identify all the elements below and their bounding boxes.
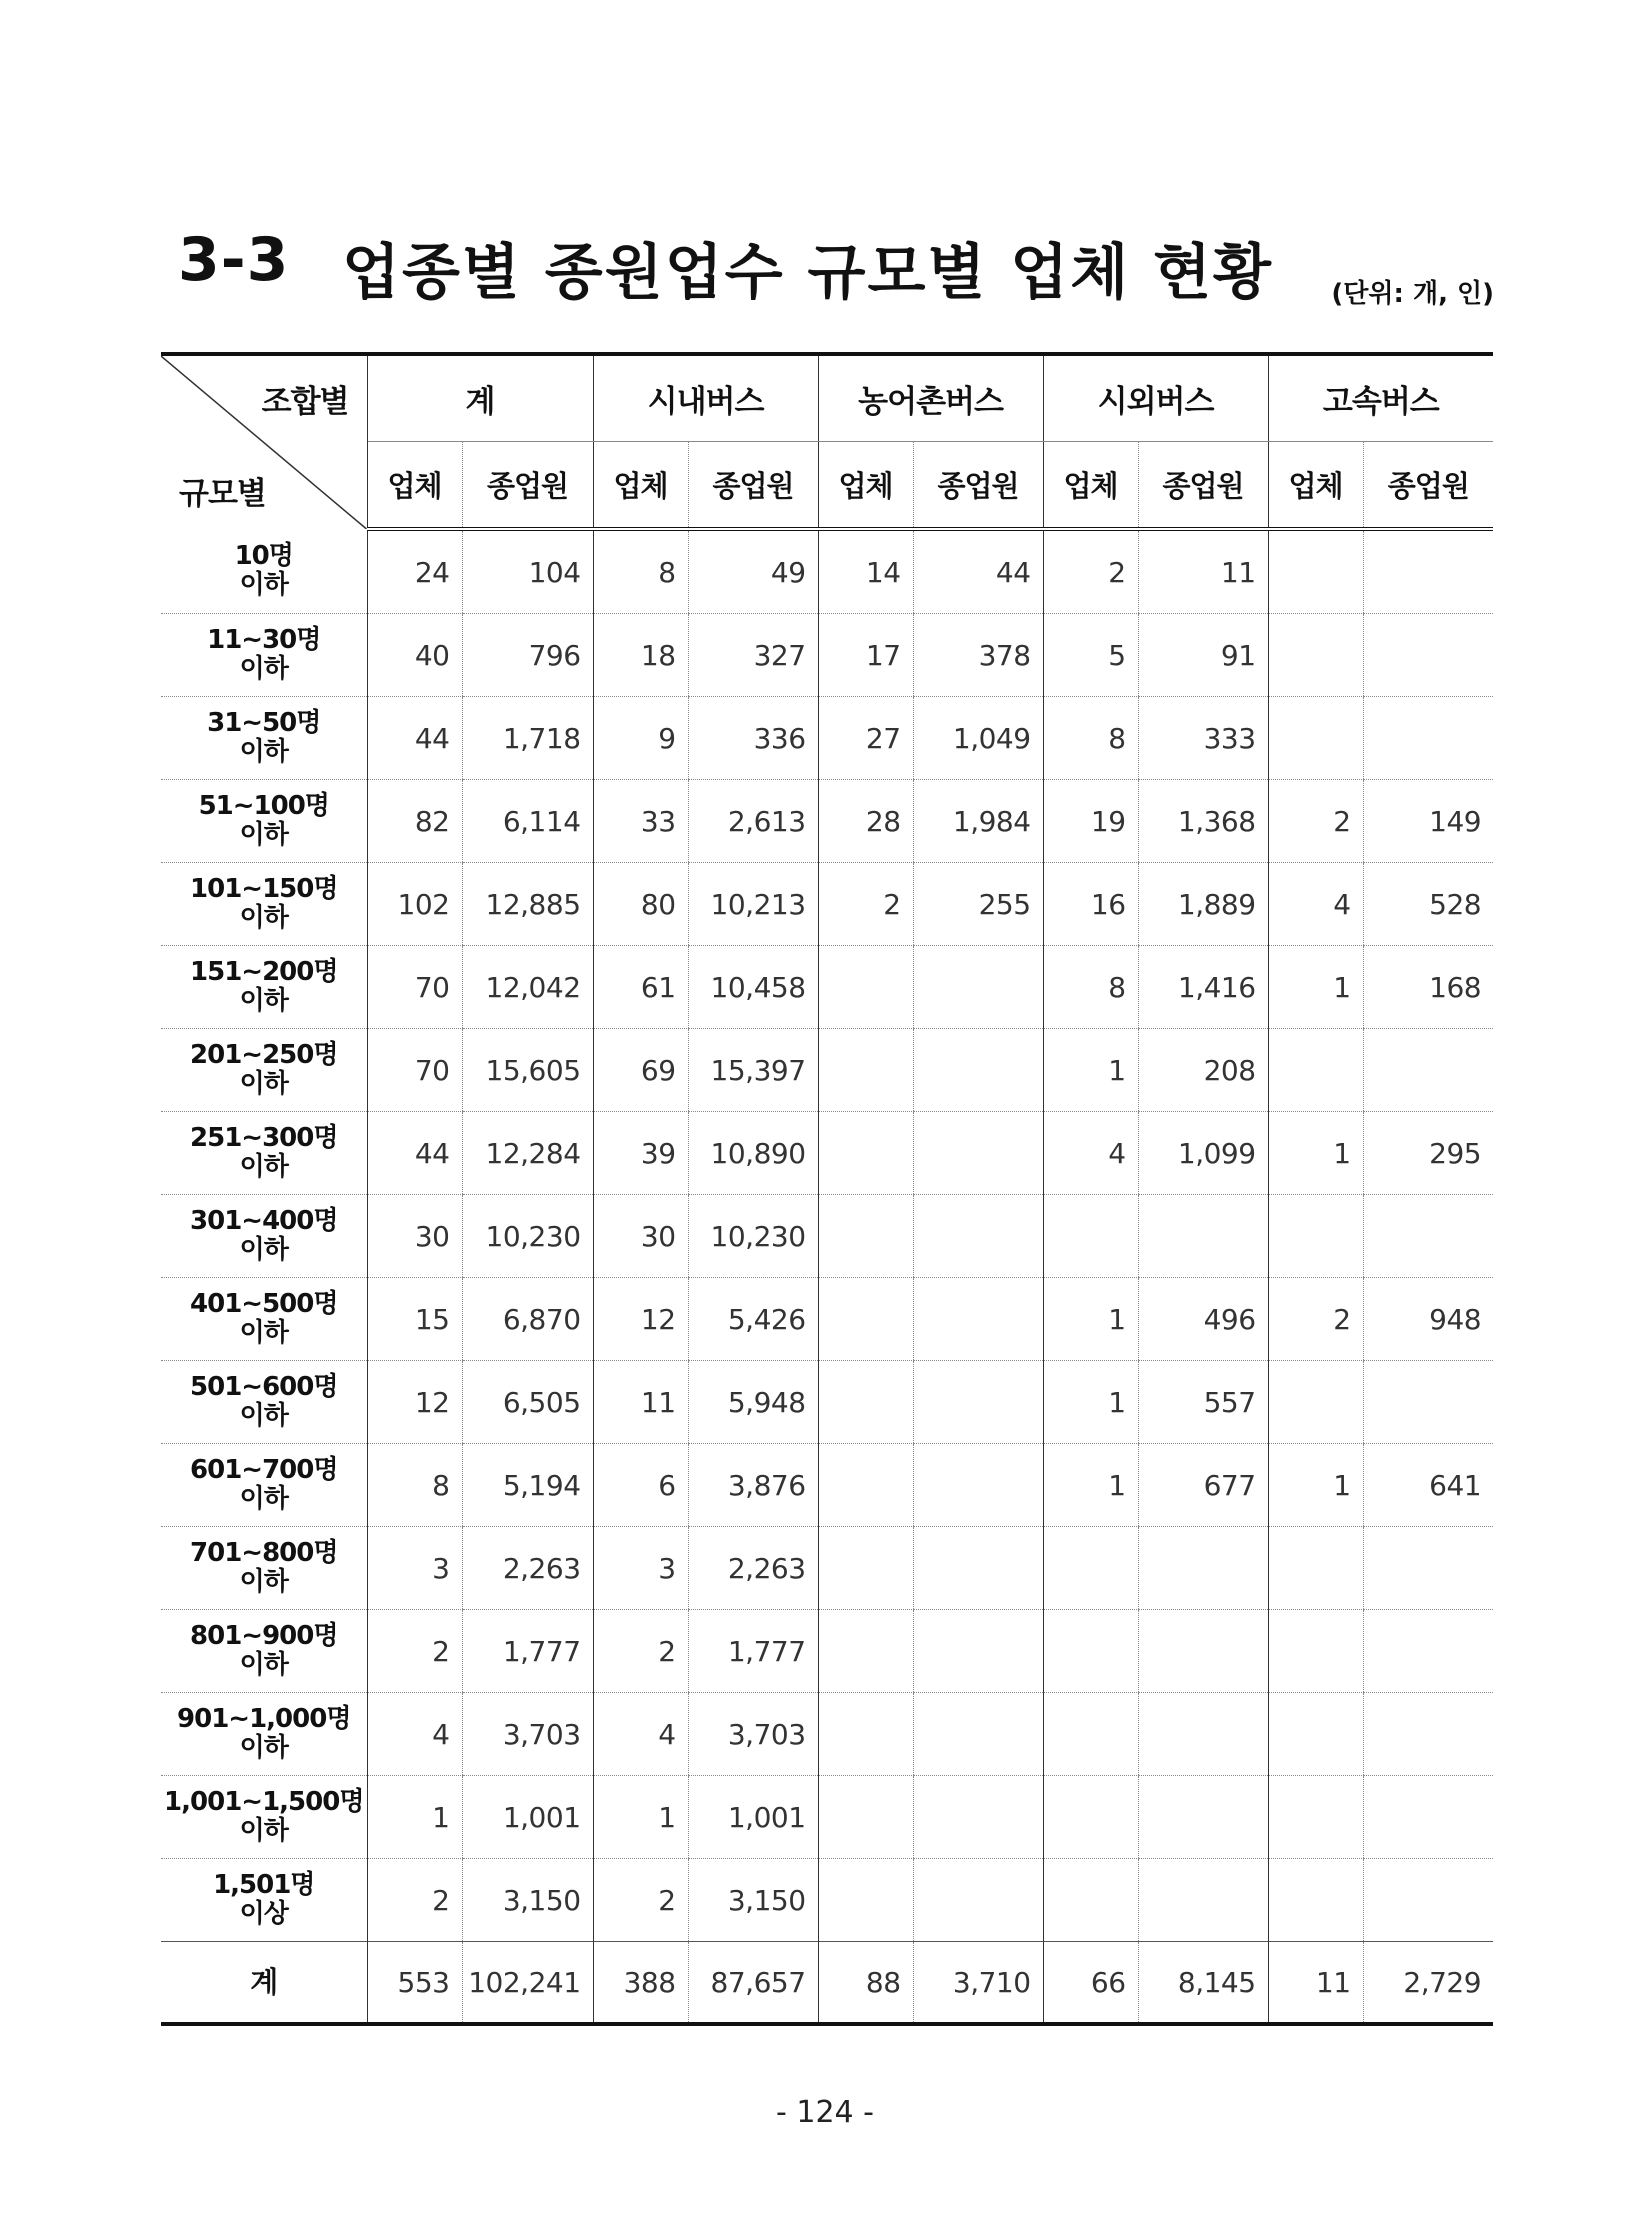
row-size-label	[161, 1361, 367, 1444]
corner-row-label: 규모별	[179, 476, 266, 512]
total-cell: 88	[818, 1942, 913, 2025]
table-row	[161, 1029, 1493, 1112]
table-cell: 3	[367, 1527, 462, 1610]
table-cell: 6,870	[462, 1278, 593, 1361]
table-row	[161, 614, 1493, 697]
table-cell: 1,984	[913, 780, 1043, 863]
size-qualifier: 이하	[239, 1567, 288, 1597]
stats-table	[161, 352, 1493, 2026]
table-cell	[1138, 1859, 1268, 1942]
size-qualifier: 이하	[239, 570, 288, 600]
table-cell	[1268, 529, 1363, 614]
size-qualifier: 이하	[239, 737, 288, 767]
table-cell: 1,368	[1138, 780, 1268, 863]
table-cell	[913, 1527, 1043, 1610]
table-cell	[1043, 1776, 1138, 1859]
table-cell	[818, 1776, 913, 1859]
table-cell	[1363, 614, 1493, 697]
table-cell: 8	[1043, 697, 1138, 780]
table-cell	[913, 1029, 1043, 1112]
table-cell: 2	[1268, 1278, 1363, 1361]
total-cell: 553	[367, 1942, 462, 2025]
table-cell: 8	[1043, 946, 1138, 1029]
table-cell: 168	[1363, 946, 1493, 1029]
table-cell	[913, 1278, 1043, 1361]
sub-header-employees: 종업원	[1138, 442, 1268, 530]
table-cell: 6	[593, 1444, 688, 1527]
table-cell	[1268, 614, 1363, 697]
size-range: 101~150명	[190, 874, 338, 904]
table-cell	[818, 1029, 913, 1112]
table-cell: 49	[688, 529, 818, 614]
table-cell: 3,150	[462, 1859, 593, 1942]
unit-note: (단위: 개, 인)	[1331, 279, 1494, 309]
table-cell: 33	[593, 780, 688, 863]
sub-header-companies: 업체	[1268, 442, 1363, 530]
table-cell: 255	[913, 863, 1043, 946]
total-cell: 2,729	[1363, 1942, 1493, 2025]
table-cell: 3,703	[462, 1693, 593, 1776]
table-cell: 2	[818, 863, 913, 946]
table-cell: 796	[462, 614, 593, 697]
table-cell	[818, 1112, 913, 1195]
table-cell	[913, 1444, 1043, 1527]
table-cell: 5,948	[688, 1361, 818, 1444]
table-cell: 557	[1138, 1361, 1268, 1444]
table-cell: 1	[1043, 1361, 1138, 1444]
table-cell	[818, 1195, 913, 1278]
size-qualifier: 이하	[239, 1733, 288, 1763]
table-cell: 3,703	[688, 1693, 818, 1776]
table-cell: 5,426	[688, 1278, 818, 1361]
row-size-label	[161, 1527, 367, 1610]
table-row	[161, 1859, 1493, 1942]
table-cell: 16	[1043, 863, 1138, 946]
size-range: 11~30명	[207, 625, 321, 655]
total-label: 계	[161, 1942, 367, 2025]
table-cell: 1	[1043, 1029, 1138, 1112]
group-header-city-bus: 시내버스	[593, 354, 818, 442]
table-cell: 2	[1043, 529, 1138, 614]
table-cell: 2	[1268, 780, 1363, 863]
table-cell: 208	[1138, 1029, 1268, 1112]
table-row	[161, 529, 1493, 614]
table-cell	[1138, 1693, 1268, 1776]
table-cell	[818, 1444, 913, 1527]
table-cell	[1043, 1195, 1138, 1278]
size-range: 401~500명	[190, 1289, 338, 1319]
table-cell: 1,049	[913, 697, 1043, 780]
size-qualifier: 이하	[239, 1152, 288, 1182]
table-cell: 149	[1363, 780, 1493, 863]
table-cell	[818, 1278, 913, 1361]
table-cell: 12,042	[462, 946, 593, 1029]
group-header-intercity-bus: 시외버스	[1043, 354, 1268, 442]
header-corner	[161, 354, 367, 529]
table-cell: 80	[593, 863, 688, 946]
table-cell	[913, 1776, 1043, 1859]
table-body	[161, 529, 1493, 2024]
table-cell: 1	[1043, 1278, 1138, 1361]
table-cell: 70	[367, 946, 462, 1029]
row-size-label	[161, 1693, 367, 1776]
table-cell: 17	[818, 614, 913, 697]
table-cell: 4	[367, 1693, 462, 1776]
table-row	[161, 946, 1493, 1029]
table-cell: 82	[367, 780, 462, 863]
table-cell	[1268, 1029, 1363, 1112]
table-cell: 12	[367, 1361, 462, 1444]
table-cell: 11	[1138, 529, 1268, 614]
table-cell	[913, 1361, 1043, 1444]
table-row	[161, 1610, 1493, 1693]
table-cell	[1268, 1195, 1363, 1278]
table-cell	[1363, 697, 1493, 780]
table-cell	[913, 1112, 1043, 1195]
table-cell	[1043, 1527, 1138, 1610]
table-cell: 9	[593, 697, 688, 780]
table-cell	[1268, 1361, 1363, 1444]
table-cell: 528	[1363, 863, 1493, 946]
table-cell	[1268, 1859, 1363, 1942]
table-cell	[1268, 697, 1363, 780]
table-cell	[1138, 1527, 1268, 1610]
table-cell: 28	[818, 780, 913, 863]
table-cell	[913, 1195, 1043, 1278]
table-cell	[1268, 1527, 1363, 1610]
table-cell: 30	[593, 1195, 688, 1278]
size-qualifier: 이하	[239, 986, 288, 1016]
size-range: 10명	[234, 541, 293, 571]
table-cell	[818, 1859, 913, 1942]
table-cell: 4	[1268, 863, 1363, 946]
table-cell: 2,613	[688, 780, 818, 863]
table-cell	[1043, 1859, 1138, 1942]
table-cell	[1363, 1527, 1493, 1610]
size-range: 201~250명	[190, 1040, 338, 1070]
table-cell: 91	[1138, 614, 1268, 697]
table-cell: 10,458	[688, 946, 818, 1029]
size-range: 901~1,000명	[177, 1704, 351, 1734]
table-cell: 104	[462, 529, 593, 614]
size-range: 301~400명	[190, 1206, 338, 1236]
total-cell: 11	[1268, 1942, 1363, 2025]
table-cell	[913, 1693, 1043, 1776]
sub-header-companies: 업체	[1043, 442, 1138, 530]
table-cell	[913, 1610, 1043, 1693]
total-cell: 8,145	[1138, 1942, 1268, 2025]
section-number: 3-3	[178, 225, 290, 295]
table-cell: 15,605	[462, 1029, 593, 1112]
row-size-label	[161, 1112, 367, 1195]
table-cell: 5	[1043, 614, 1138, 697]
table-cell: 61	[593, 946, 688, 1029]
row-size-label	[161, 1195, 367, 1278]
table-cell: 2	[367, 1859, 462, 1942]
table-cell: 1,777	[688, 1610, 818, 1693]
table-cell: 44	[367, 697, 462, 780]
table-cell: 10,213	[688, 863, 818, 946]
table-cell: 1	[367, 1776, 462, 1859]
table-cell	[1363, 1029, 1493, 1112]
group-header-rural-bus: 농어촌버스	[818, 354, 1043, 442]
table-cell: 12,284	[462, 1112, 593, 1195]
table-cell: 10,890	[688, 1112, 818, 1195]
table-cell	[818, 1361, 913, 1444]
table-cell: 378	[913, 614, 1043, 697]
table-cell	[1363, 529, 1493, 614]
size-qualifier: 이하	[239, 1484, 288, 1514]
size-range: 701~800명	[190, 1538, 338, 1568]
size-qualifier: 이하	[239, 820, 288, 850]
table-row	[161, 1278, 1493, 1361]
row-size-label	[161, 946, 367, 1029]
table-cell	[1363, 1693, 1493, 1776]
table-cell	[1138, 1610, 1268, 1693]
row-size-label	[161, 1029, 367, 1112]
table-cell	[818, 1693, 913, 1776]
size-qualifier: 이하	[239, 654, 288, 684]
table-cell: 336	[688, 697, 818, 780]
table-cell: 1	[1268, 1444, 1363, 1527]
table-cell: 641	[1363, 1444, 1493, 1527]
table-cell: 2	[593, 1610, 688, 1693]
page-title: 업종별 종원업수 규모별 업체 현황	[342, 238, 1273, 308]
table-cell	[1363, 1195, 1493, 1278]
table-row	[161, 1693, 1493, 1776]
table-row	[161, 1776, 1493, 1859]
table-cell: 3,150	[688, 1859, 818, 1942]
total-row	[161, 1942, 1493, 2025]
table-cell: 19	[1043, 780, 1138, 863]
table-cell: 1,718	[462, 697, 593, 780]
table-cell: 3,876	[688, 1444, 818, 1527]
table-cell: 44	[367, 1112, 462, 1195]
row-size-label	[161, 1610, 367, 1693]
table-cell: 1	[593, 1776, 688, 1859]
table-row	[161, 1444, 1493, 1527]
table-row	[161, 1527, 1493, 1610]
table-cell: 1,001	[462, 1776, 593, 1859]
table-cell: 44	[913, 529, 1043, 614]
sub-header-employees: 종업원	[688, 442, 818, 530]
table-cell: 4	[1043, 1112, 1138, 1195]
size-range: 601~700명	[190, 1455, 338, 1485]
sub-header-employees: 종업원	[913, 442, 1043, 530]
size-qualifier: 이하	[239, 1069, 288, 1099]
table-row	[161, 1195, 1493, 1278]
total-cell: 388	[593, 1942, 688, 2025]
table-cell: 69	[593, 1029, 688, 1112]
table-cell	[1138, 1195, 1268, 1278]
table-cell: 40	[367, 614, 462, 697]
table-row	[161, 863, 1493, 946]
group-header-express-bus: 고속버스	[1268, 354, 1493, 442]
sub-header-companies: 업체	[818, 442, 913, 530]
table-cell: 1,099	[1138, 1112, 1268, 1195]
table-cell	[913, 946, 1043, 1029]
table-cell: 333	[1138, 697, 1268, 780]
total-cell: 102,241	[462, 1942, 593, 2025]
sub-header-employees: 종업원	[1363, 442, 1493, 530]
row-size-label	[161, 863, 367, 946]
size-range: 251~300명	[190, 1123, 338, 1153]
total-cell: 87,657	[688, 1942, 818, 2025]
table-cell: 70	[367, 1029, 462, 1112]
table-cell: 3	[593, 1527, 688, 1610]
table-cell	[818, 946, 913, 1029]
size-qualifier: 이하	[239, 1235, 288, 1265]
row-size-label	[161, 697, 367, 780]
table-cell: 12	[593, 1278, 688, 1361]
table-cell: 4	[593, 1693, 688, 1776]
table-row	[161, 780, 1493, 863]
table-cell: 327	[688, 614, 818, 697]
corner-column-label: 조합별	[261, 384, 349, 420]
row-size-label	[161, 1859, 367, 1942]
table-cell: 5,194	[462, 1444, 593, 1527]
size-range: 31~50명	[207, 708, 321, 738]
table-cell: 18	[593, 614, 688, 697]
table-cell	[1268, 1693, 1363, 1776]
size-range: 1,001~1,500명	[164, 1787, 364, 1817]
sub-header-companies: 업체	[367, 442, 462, 530]
total-cell: 66	[1043, 1942, 1138, 2025]
table-cell	[1363, 1776, 1493, 1859]
table-cell	[818, 1610, 913, 1693]
table-cell: 1,416	[1138, 946, 1268, 1029]
table-cell: 2	[367, 1610, 462, 1693]
table-cell: 2,263	[688, 1527, 818, 1610]
table-cell	[913, 1859, 1043, 1942]
sub-header-employees: 종업원	[462, 442, 593, 530]
table-cell: 39	[593, 1112, 688, 1195]
table-cell: 14	[818, 529, 913, 614]
table-row	[161, 1112, 1493, 1195]
total-cell: 3,710	[913, 1942, 1043, 2025]
size-range: 801~900명	[190, 1621, 338, 1651]
table-cell: 1,001	[688, 1776, 818, 1859]
table-cell: 27	[818, 697, 913, 780]
table-cell: 24	[367, 529, 462, 614]
group-header-total: 계	[367, 354, 593, 442]
row-size-label	[161, 780, 367, 863]
title-block	[178, 225, 1494, 325]
table-cell: 15,397	[688, 1029, 818, 1112]
table-cell: 1,889	[1138, 863, 1268, 946]
size-range: 151~200명	[190, 957, 338, 987]
size-qualifier: 이하	[239, 1318, 288, 1348]
row-size-label	[161, 1444, 367, 1527]
table-cell	[1268, 1776, 1363, 1859]
table-cell	[1043, 1693, 1138, 1776]
table-cell: 12,885	[462, 863, 593, 946]
size-range: 1,501명	[213, 1870, 315, 1900]
size-qualifier: 이하	[239, 903, 288, 933]
table-cell	[1363, 1610, 1493, 1693]
table-cell: 1	[1043, 1444, 1138, 1527]
table-cell: 10,230	[462, 1195, 593, 1278]
sub-header-companies: 업체	[593, 442, 688, 530]
table-cell	[1268, 1610, 1363, 1693]
row-size-label	[161, 614, 367, 697]
table-cell: 295	[1363, 1112, 1493, 1195]
row-size-label	[161, 529, 367, 614]
table-cell	[818, 1527, 913, 1610]
table-cell	[1138, 1776, 1268, 1859]
table-cell	[1363, 1859, 1493, 1942]
table-cell: 11	[593, 1361, 688, 1444]
size-qualifier: 이하	[239, 1401, 288, 1431]
table-cell: 10,230	[688, 1195, 818, 1278]
table-cell: 6,114	[462, 780, 593, 863]
row-size-label	[161, 1278, 367, 1361]
table-cell: 677	[1138, 1444, 1268, 1527]
table-cell: 1	[1268, 1112, 1363, 1195]
table-row	[161, 1361, 1493, 1444]
table-row	[161, 697, 1493, 780]
table-cell: 102	[367, 863, 462, 946]
table-cell	[1043, 1610, 1138, 1693]
table-cell: 948	[1363, 1278, 1493, 1361]
table-cell: 2,263	[462, 1527, 593, 1610]
table-cell: 6,505	[462, 1361, 593, 1444]
size-qualifier: 이하	[239, 1650, 288, 1680]
table-cell: 8	[593, 529, 688, 614]
table-cell	[1363, 1361, 1493, 1444]
size-range: 501~600명	[190, 1372, 338, 1402]
table-cell: 30	[367, 1195, 462, 1278]
table-cell: 8	[367, 1444, 462, 1527]
table-cell: 2	[593, 1859, 688, 1942]
table-cell: 1,777	[462, 1610, 593, 1693]
size-range: 51~100명	[198, 791, 329, 821]
row-size-label	[161, 1776, 367, 1859]
table-cell: 1	[1268, 946, 1363, 1029]
size-qualifier: 이상	[239, 1899, 288, 1929]
table-cell: 496	[1138, 1278, 1268, 1361]
table-cell: 15	[367, 1278, 462, 1361]
size-qualifier: 이하	[239, 1816, 288, 1846]
page-number: - 124 -	[776, 2095, 874, 2130]
